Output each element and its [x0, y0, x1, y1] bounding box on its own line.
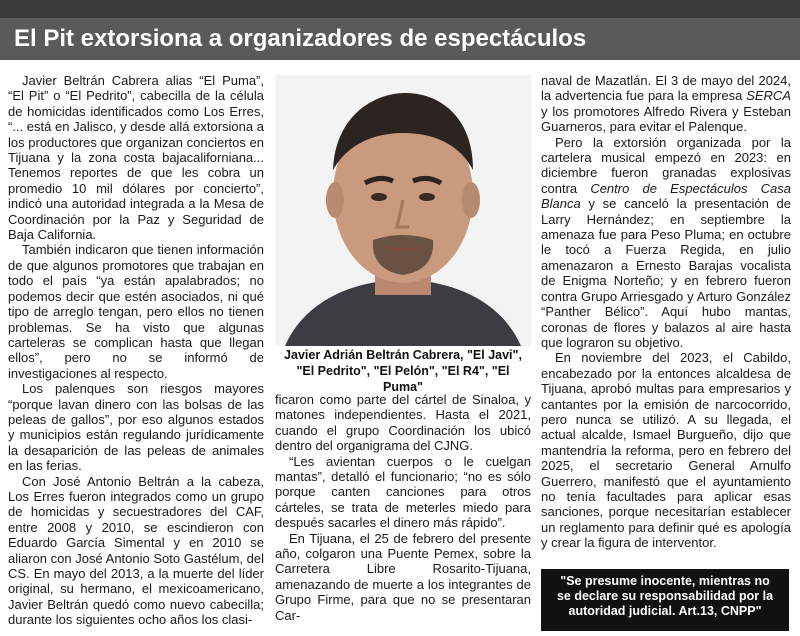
paragraph: Con José Antonio Beltrán a la cabeza, Los Erres fueron integrados como un grupo de homicidas y secuestradores del CAF, entre 2008 y 2010, se escindieron con Eduardo García Simental y en 2010 se aliaron con José Antonio Soto Gastélum, del CS. En mayo del 2013, a la muerte del líder original, su hermano, el mexicoamericano, Javier Beltrán quedó como nuevo cabecilla; durante los siguientes ocho años los clasi-: [8, 473, 264, 628]
paragraph-text: y los promotores Alfredo Rivera y Esteban Guarneros, para evitar el Palenque.: [541, 103, 791, 135]
paragraph: ficaron como parte del cártel de Sinaloa, y matones independientes. Hasta el 2021, cuando el grupo Coordinación los ubicó dentro del organigrama del CJNG.: [275, 392, 531, 454]
article-headline: El Pit extorsiona a organizadores de espectáculos: [14, 25, 587, 52]
paragraph-text: Pero la extorsión organizada por la cartelera musical empezó en 2023: en diciembre fueron granadas explosivas contra: [541, 134, 791, 196]
paragraph: Javier Beltrán Cabrera alias “El Puma”, “El Pit” o “El Pedrito”, cabecilla de la célula de homicidas identificados como Los Erres, “... está en Jalisco, y desde allá extorsiona a los productores que organizan conciertos en Tijuana y la zona costa bajacaliforniana... Tenemos reportes de que les cobra un promedio 10 mil dólares por concierto”, indicó una autoridad integrada a la Mesa de Coordinación por la Paz y Seguridad de Baja California.: [8, 73, 264, 243]
paragraph: [541, 135, 791, 351]
headline-bar: [0, 18, 800, 60]
notice-line: autoridad judicial. Art.13, CNPP": [568, 604, 762, 618]
paragraph: También indicaron que tienen información de que algunos promotores que trabajan en todo el país “ya están apalabrados; no podemos decir que estén asociados, ni qué tipo de arreglo tengan, pero ellos no tienen problemas. Se ha visto que algunas carteleras se complican hasta que llegan ellos”, pero no se informó de investigaciones al respecto.: [8, 242, 264, 381]
notice-line: se declare su responsabilidad por la: [556, 589, 774, 603]
paragraph: En Tijuana, el 25 de febrero del presente año, colgaron una Puente Pemex, sobre la Carretera Libre Rosarito-Tijuana, amenazando de muerte a los integrantes de Grupo Firme, para que no se presentaran Car-: [275, 530, 531, 623]
paragraph-text: y se canceló la presentación de Larry Hernández; en septiembre la amenaza fue para Peso Pluma; en octubre le tocó a Fuerza Regida, en julio amenazaron a Ernesto Barajas vocalista de Enigma Norteño; y en febrero fueron contra Grupo Arriesgado y Arturo González “Panther Bélico”. Aquí hubo mantas, coronas de flores y balazos al aire hasta que lograron su objetivo.: [541, 196, 791, 350]
notice-line: "Se presume inocente, mientras no: [560, 574, 770, 588]
paragraph-text: naval de Mazatlán. El 3 de mayo del 2024, la advertencia fue para la empresa: [541, 73, 791, 104]
suspect-photo: [275, 75, 531, 346]
caption-line: "El Pedrito", "El Pelón", "El R4", "El Puma": [296, 364, 510, 394]
paragraph: “Les avientan cuerpos o le cuelgan mantas”, detalló el funcionario; “no es sólo porque canten canciones para otros cárteles, se trata de meterles miedo para después sacarles el dinero más rápido”.: [275, 453, 531, 531]
article-column-2: [275, 392, 531, 623]
portrait-illustration: [275, 75, 531, 346]
article-column-3: [541, 73, 791, 551]
paragraph: [541, 73, 791, 135]
caption-line: Javier Adrián Beltrán Cabrera, "El Javi",: [284, 348, 522, 362]
paragraph: En noviembre del 2023, el Cabildo, encabezado por la entonces alcaldesa de Tijuana, aprobó multas para empresarios y cantantes por la emisión de narcocorrido, pero nunca se utilizó. A su llegada, el actual alcalde, Ismael Burgueño, dijo que mantendría la reforma, pero en febrero del 2025, el secretario General Arnulfo Guerrero, manifestó que el ayuntamiento no tenía facultades para aplicar esas sanciones, porque necesitarían establecer un reglamento para definir qué es apología y crear la figura de interventor.: [541, 350, 791, 551]
paragraph: Los palenques son riesgos mayores “porque lavan dinero con las bolsas de las peleas de gallos”, por eso algunos estados y municipios están regulando jurídicamente la desaparición de las peleas de animales en las ferias.: [8, 381, 264, 474]
photo-caption: [275, 347, 531, 395]
article-column-1: [8, 73, 264, 628]
legal-notice-box: [541, 569, 789, 631]
top-rule: [0, 0, 800, 18]
company-name: SERCA: [746, 88, 791, 104]
venue-name: Centro de Espectáculos Casa Blanca: [541, 180, 791, 212]
